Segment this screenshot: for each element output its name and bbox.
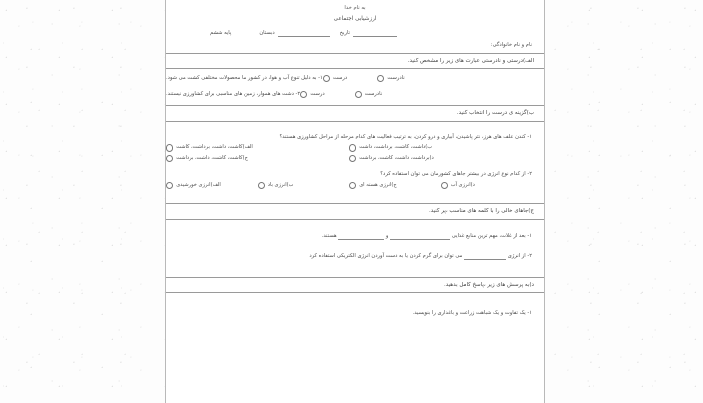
date-field[interactable] — [340, 30, 397, 37]
section-d-heading: د)به پرسش های زیر ،پاسخ کامل بدهید. — [443, 281, 534, 288]
student-name-field[interactable] — [166, 37, 544, 53]
q2-true-label: درست — [310, 91, 325, 98]
radio-bubble-icon[interactable] — [166, 144, 173, 151]
grade-field — [210, 30, 231, 37]
grade-label: پایه ششم — [210, 29, 232, 36]
school-label: دبستان — [259, 29, 275, 36]
section-a-heading: الف)درستی و نادرستی عبارت های زیر را مشخص کنید. — [407, 57, 534, 64]
section-b-question-1-options-row-1 — [166, 143, 544, 153]
section-a-question-1-options — [323, 75, 405, 82]
q2-option-jim-label: ج)انرژی هسته ای — [359, 181, 397, 188]
radio-bubble-icon[interactable] — [349, 155, 356, 162]
student-info-row — [166, 24, 544, 37]
school-blank-line[interactable] — [278, 32, 330, 37]
q2-option-dal-label: د)انرژی آب — [450, 181, 475, 188]
section-a-question-2 — [166, 89, 544, 101]
radio-bubble-icon[interactable] — [323, 75, 330, 82]
radio-bubble-icon[interactable] — [441, 182, 448, 189]
section-c-question-1-blank-2[interactable] — [338, 235, 384, 240]
radio-bubble-icon[interactable] — [377, 75, 384, 82]
q1-option-be[interactable] — [349, 144, 532, 151]
q2-option-alef[interactable] — [166, 182, 258, 189]
q2-option-be-label: ب)انرژی باد — [267, 181, 294, 188]
section-c-question-1-before: ۱- بعد از غلات، مهم ترین منابع غذایی — [451, 232, 532, 239]
student-name-label: نام و نام خانوادگی: — [490, 41, 532, 48]
q2-false-label: نادرست — [364, 91, 383, 98]
q1-true-label: درست — [332, 75, 348, 82]
q1-false-option[interactable] — [377, 75, 404, 82]
date-label: تاریخ — [339, 29, 350, 36]
section-a-question-1 — [166, 73, 544, 85]
section-c-question-2-after: می توان برای گرم کردن یا به دست آوردن انرژی الکتریکی استفاده کرد — [309, 252, 463, 259]
q2-option-dal[interactable] — [441, 182, 533, 189]
section-c-question-2-before: ۲- از انرژی — [507, 252, 532, 259]
section-d-question-1-text: ۱- یک تفاوت و یک شباهت زراعت و باغداری را بنویسید. — [412, 310, 532, 317]
section-c-question-1-after: هستند. — [321, 232, 337, 239]
section-c-question-1-blank-1[interactable] — [390, 235, 450, 240]
section-c-question-1-middle: و — [385, 232, 389, 239]
section-c-question-2-blank[interactable] — [464, 255, 506, 260]
radio-bubble-icon[interactable] — [349, 182, 356, 189]
q2-false-option[interactable] — [355, 91, 382, 98]
basmala-text: به نام خدا — [344, 5, 366, 11]
section-b-question-1-options-row-2 — [166, 153, 544, 163]
radio-bubble-icon[interactable] — [166, 182, 173, 189]
q2-option-jim[interactable] — [349, 182, 441, 189]
school-field[interactable] — [259, 30, 329, 37]
section-a-question-2-options — [300, 91, 382, 98]
section-a-question-2-text: ۲- دشت های هموار، زمین های مناسبی برای کشاورزی نیستند. — [166, 91, 301, 98]
q1-option-alef-label: الف)کاشت، داشت، برداشت، کاشت — [176, 144, 253, 151]
radio-bubble-icon[interactable] — [300, 91, 307, 98]
exam-title: ارزشیابی اجتماعی — [333, 16, 377, 23]
section-c-heading: ج)جاهای خالی را با کلمه های مناسب ،پر کنید. — [428, 208, 534, 215]
q1-option-jim[interactable] — [166, 155, 349, 162]
radio-bubble-icon[interactable] — [349, 144, 356, 151]
q2-option-be[interactable] — [258, 182, 350, 189]
radio-bubble-icon[interactable] — [258, 182, 265, 189]
q1-option-dal-label: د)برداشت، داشت، کاشت، برداشت — [359, 154, 434, 161]
q2-option-alef-label: الف)انرژی خورشیدی — [176, 181, 221, 188]
date-blank-line[interactable] — [353, 32, 397, 37]
radio-bubble-icon[interactable] — [166, 155, 173, 162]
section-b-question-1-text: ۱- کندن علف های هرز، نثر پاشیدن، آبیاری و درو کردن، به ترتیب فعالیت های کدام مرحله از مراحل کشاورزی هستند؟ — [279, 133, 532, 140]
q1-option-dal[interactable] — [349, 155, 532, 162]
section-b-question-2-text: ۲- از کدام نوع انرژی در بیشتر جاهای کشورمان می توان استفاده کرد؟ — [380, 171, 532, 178]
worksheet-page — [165, 0, 545, 403]
q1-true-option[interactable] — [323, 75, 347, 82]
section-c-question-1 — [166, 228, 544, 244]
q2-true-option[interactable] — [300, 91, 324, 98]
q1-option-be-label: ب)داشت، کاشت، برداشت، داشت — [359, 144, 433, 151]
q1-option-jim-label: ج)کاشت، کاشت، داشت، برداشت — [176, 154, 248, 161]
section-b-heading: ب)گزینه ی درست را انتخاب کنید. — [456, 110, 534, 117]
radio-bubble-icon[interactable] — [355, 91, 362, 98]
q1-false-label: نادرست — [387, 75, 405, 82]
section-a-question-1-text: ۱- به دلیل تنوع آب و هوا، در کشور ما محصولات مختلفی کشت می شود. — [166, 75, 323, 82]
q1-option-alef[interactable] — [166, 144, 349, 151]
section-b-question-2-options-row — [166, 180, 544, 190]
section-c-question-2 — [166, 248, 544, 264]
